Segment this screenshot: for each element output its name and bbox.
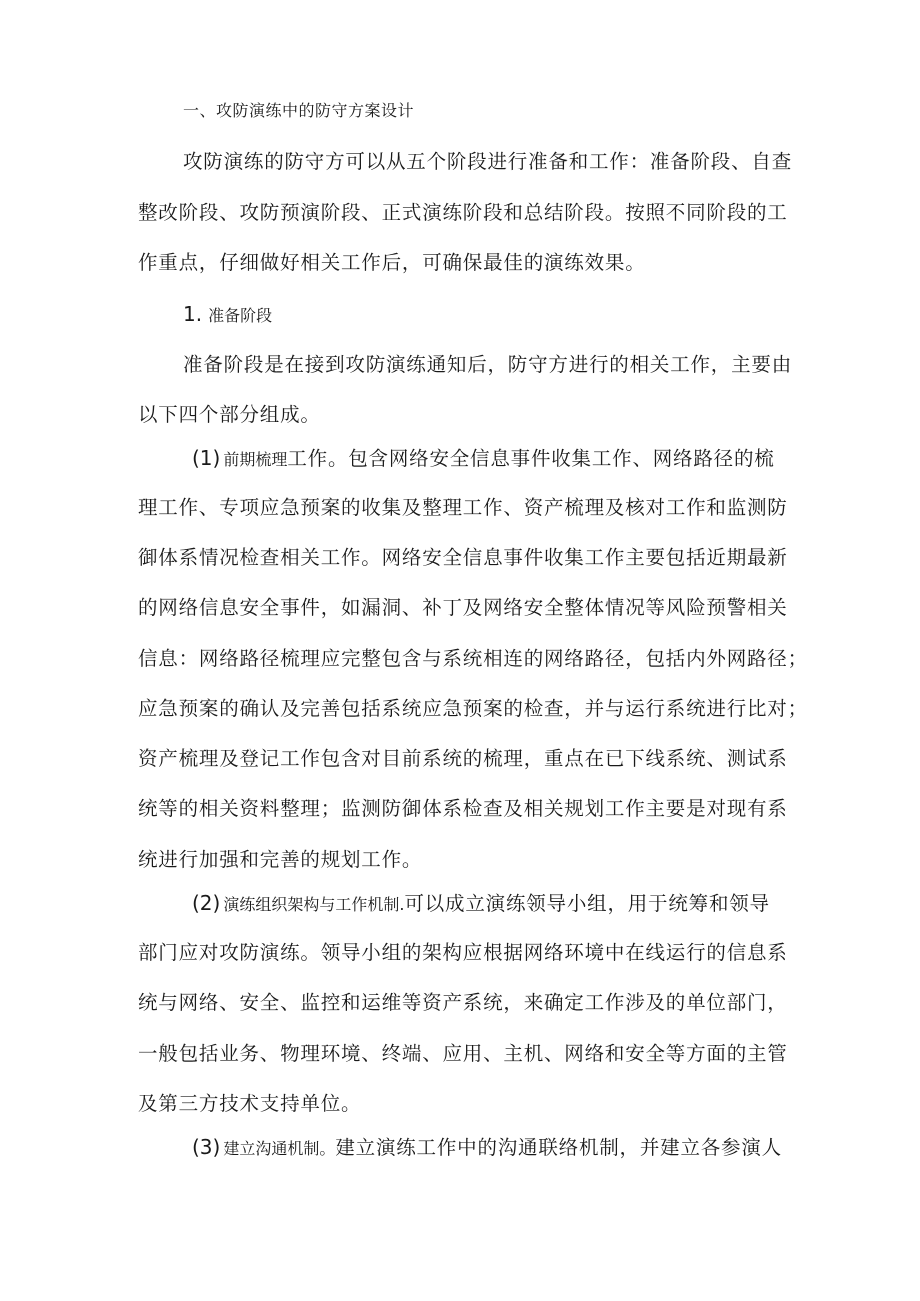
item2-line-2: 部门应对攻防演练。领导小组的架构应根据网络环境中在线运行的信息系	[138, 941, 788, 964]
subsection-label: 准备阶段	[208, 306, 273, 325]
item2-line-3: 统与网络、安全、监控和运维等资产系统，来确定工作涉及的单位部门，	[138, 991, 788, 1014]
item1-line-5: 信息：网络路径梳理应完整包含与系统相连的网络路径，包括内外网路径；	[138, 647, 808, 670]
intro-line-2: 整改阶段、攻防预演阶段、正式演练阶段和总结阶段。按照不同阶段的工	[138, 201, 788, 224]
item2-first-line	[192, 889, 770, 919]
intro-line-3: 作重点，仔细做好相关工作后，可确保最佳的演练效果。	[138, 251, 646, 274]
item2-line-5: 及第三方技术支持单位。	[138, 1092, 362, 1115]
item1-line-4: 的网络信息安全事件，如漏洞、补丁及网络安全整体情况等风险预警相关	[138, 596, 788, 619]
section1-line-1: 准备阶段是在接到攻防演练通知后，防守方进行的相关工作，主要由	[183, 353, 793, 376]
item1-number: (1)	[192, 446, 221, 470]
item1-line-9: 统进行加强和完善的规划工作。	[138, 848, 423, 871]
item1-first-text: 工作。包含网络安全信息事件收集工作、网络路径的梳	[287, 447, 775, 470]
section1-line-2: 以下四个部分组成。	[138, 403, 321, 426]
item1-line-8: 统等的相关资料整理；监测防御体系检查及相关规划工作主要是对现有系	[138, 797, 788, 820]
item3-first-line	[192, 1133, 782, 1163]
item1-label: 前期梳理	[223, 450, 288, 469]
item2-label: 演练组织架构与工作机制.	[223, 895, 405, 914]
item1-line-7: 资产梳理及登记工作包含对目前系统的梳理，重点在已下线系统、测试系	[138, 747, 788, 770]
item2-line-4: 一般包括业务、物理环境、终端、应用、主机、网络和安全等方面的主管	[138, 1042, 788, 1065]
subsection-title	[183, 300, 272, 330]
item3-label: 建立沟通机制。	[223, 1139, 336, 1158]
item3-number: (3)	[192, 1135, 221, 1159]
item2-number: (2)	[192, 891, 221, 915]
item1-line-2: 理工作、专项应急预案的收集及整理工作、资产梳理及核对工作和监测防	[138, 496, 788, 519]
intro-line-1: 攻防演练的防守方可以从五个阶段进行准备和工作：准备阶段、自查	[183, 150, 793, 173]
section-heading: 一、攻防演练中的防守方案设计	[183, 101, 415, 120]
item1-first-line	[192, 444, 775, 474]
subsection-number: 1.	[183, 302, 203, 326]
item3-first-text: 建立演练工作中的沟通联络机制，并建立各参演人	[335, 1136, 782, 1159]
item2-first-text: 可以成立演练领导小组，用于统筹和领导	[404, 892, 770, 915]
item1-line-6: 应急预案的确认及完善包括系统应急预案的检查，并与运行系统进行比对；	[138, 697, 808, 720]
item1-line-3: 御体系情况检查相关工作。网络安全信息事件收集工作主要包括近期最新	[138, 546, 788, 569]
